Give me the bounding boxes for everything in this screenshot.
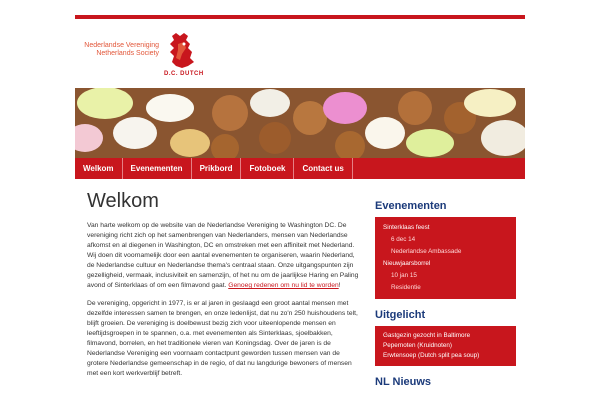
logo-line-1: Nederlandse Vereniging: [84, 42, 159, 49]
nav-fotoboek[interactable]: Fotoboek: [241, 158, 294, 179]
intro-paragraph: [87, 221, 359, 291]
intro-end: !: [338, 282, 341, 289]
membership-link[interactable]: Genoeg redenen om nu lid te worden: [228, 282, 339, 289]
site-logo[interactable]: [84, 32, 214, 82]
events-heading: Evenementen: [375, 200, 447, 212]
news-heading: NL Nieuws: [375, 376, 432, 388]
candy-banner-image: [75, 88, 525, 158]
page-title: Welkom: [87, 190, 159, 212]
intro-text: Van harte welkom op de website van de Nederlandse Vereniging te Washington DC. De vereniging richt zich op het samenbrengen van Nederlanders, mensen van Nederlandse afkomst en al diegenen in Washington, DC en omstreken met een affiniteit met Nederland. Wij doen dit voornamelijk door een aantal evenementen te organiseren, waarin Nederland, de Nederlandse cultuur en Nederlandse thema's centraal staan. Onze uitgangspunten zijn gezelligheid, vermaak, inclusiviteit en samenzijn, of het nu om de jaarlijkse Haring en Paling avond of Sinterklaas of om een filmavond gaat.: [87, 222, 359, 289]
uitgelicht-link[interactable]: Pepernoten (Kruidnoten): [383, 342, 452, 349]
lion-crest-icon: [164, 32, 200, 70]
sidebar: [375, 200, 516, 393]
logo-badge: D.C. DUTCH: [164, 71, 204, 77]
nav-evenementen[interactable]: Evenementen: [123, 158, 192, 179]
uitgelicht-link[interactable]: Erwtensoep (Dutch split pea soup): [383, 352, 480, 359]
events-box: [375, 217, 516, 299]
history-paragraph: De vereniging, opgericht in 1977, is er al jaren in geslaagd een groot aantal mensen met dezelfde interessen samen te brengen, en onze ledenlijst, dat nu zo'n 250 huishoudens telt, blijft groeien. De vereniging is doelbewust bezig zich voor uiteenlopende mensen en leeftijdsgroepen in te spannen, o.a. met evenementen als Sinterklaas, sjoelbakken, filmavond, borrelen, en het traditionele vieren van Koningsdag. Over de jaren is de Nederlandse Vereniging een voornaam contactpunt geworden tussen mensen van de grotere Nederlandse gemeenschap in de regio, of dat nu langdurige bewoners of mensen met een kort werkverblijf betreft.: [87, 300, 358, 377]
event-item[interactable]: Nieuwjaarsborrel: [383, 260, 431, 267]
event-location: Nederlandse Ambassade: [391, 248, 462, 255]
uitgelicht-link[interactable]: Gastgezin gezocht in Baltimore: [383, 332, 471, 339]
event-item[interactable]: Sinterklaas feest: [383, 224, 430, 231]
uitgelicht-heading: Uitgelicht: [375, 309, 426, 321]
nav-welkom[interactable]: Welkom: [75, 158, 123, 179]
logo-line-2: Netherlands Society: [96, 50, 159, 57]
top-accent-bar: [75, 15, 525, 19]
main-content: [87, 190, 359, 387]
nav-prikbord[interactable]: Prikbord: [192, 158, 242, 179]
main-nav: [75, 158, 525, 179]
nav-contact-us[interactable]: Contact us: [294, 158, 352, 179]
event-date: 10 jan 15: [391, 272, 417, 279]
uitgelicht-box: [375, 326, 516, 366]
event-date: 6 dec 14: [391, 236, 416, 243]
event-location: Residentie: [391, 284, 421, 291]
